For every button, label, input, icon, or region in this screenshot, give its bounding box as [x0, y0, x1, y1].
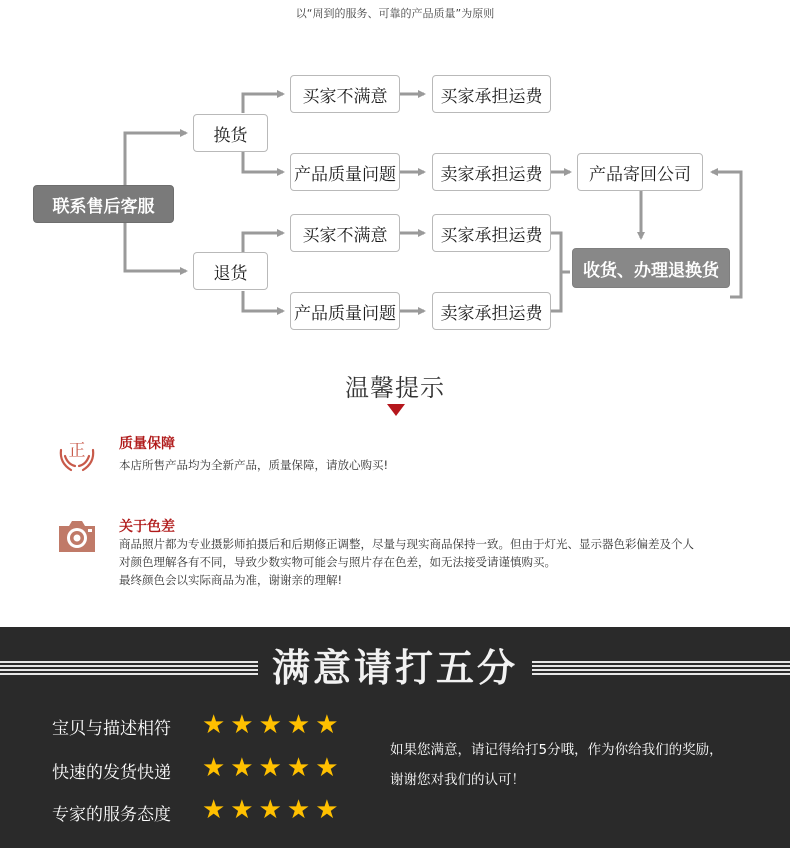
arrow-refund-quality — [243, 291, 283, 311]
rating-note-line-2: 谢谢您对我们的认可！ — [390, 772, 525, 788]
refund-buyer-pays-box: 买家承担运费 — [432, 214, 551, 252]
rating-title: 满意请打五分 — [271, 645, 518, 690]
tips-title: 温馨提示 — [345, 374, 445, 402]
ship-back-box: 产品寄回公司 — [577, 153, 703, 191]
stars-shipping: ★★★★★ — [202, 753, 344, 783]
exchange-quality-issue-box: 产品质量问题 — [290, 153, 400, 191]
color-diff-line-1: 商品照片都为专业摄影师拍摄后和后期修正调整，尽量与现实商品保持一致。但由于灯光、显示器色彩偏差及个人 — [119, 537, 694, 551]
refund-box: 退货 — [193, 252, 268, 290]
color-diff-line-2: 对颜色理解各有不同，导致少数实物可能会与照片存在色差，如无法接受请谨慎购买。 — [119, 555, 556, 569]
refund-quality-issue-box: 产品质量问题 — [290, 292, 400, 330]
camera-icon — [55, 516, 99, 556]
color-diff-line-3: 最终颜色会以实际商品为准，谢谢亲的理解! — [119, 573, 343, 587]
refund-seller-pays-box: 卖家承担运费 — [432, 292, 551, 330]
arrow-contact-refund — [125, 222, 186, 271]
contact-service-box: 联系售后客服 — [33, 185, 174, 223]
stars-service: ★★★★★ — [202, 795, 344, 825]
rating-section — [0, 627, 790, 848]
rating-note-line-1: 如果您满意，请记得给打5分哦，作为你给我们的奖励， — [390, 742, 723, 758]
refund-bracket — [551, 233, 561, 311]
arrow-contact-exchange — [125, 133, 186, 185]
process-return-box: 收货、办理退换货 — [572, 248, 730, 288]
exchange-box: 换货 — [193, 114, 268, 152]
zheng-char: 正 — [68, 441, 86, 461]
arrow-refund-unsatisfied — [243, 233, 283, 252]
stars-description: ★★★★★ — [202, 710, 344, 740]
rating-label-description: 宝贝与描述相符 — [52, 719, 171, 739]
exchange-buyer-pays-box: 买家承担运费 — [432, 75, 551, 113]
exchange-seller-pays-box: 卖家承担运费 — [432, 153, 551, 191]
color-diff-heading: 关于色差 — [119, 519, 175, 535]
rating-label-service: 专家的服务态度 — [52, 805, 171, 825]
intro-text: 以“周到的服务、可靠的产品质量”为原则 — [295, 7, 495, 20]
exchange-buyer-unsatisfied-box: 买家不满意 — [290, 75, 400, 113]
hands-zheng-icon — [55, 432, 99, 476]
arrow-exchange-quality — [243, 152, 283, 172]
quality-line: 本店所售产品均为全新产品，质量保障，请放心购买! — [119, 458, 389, 472]
rating-label-shipping: 快速的发货快递 — [52, 763, 171, 783]
arrow-exchange-unsatisfied — [243, 94, 283, 113]
quality-heading: 质量保障 — [119, 436, 175, 452]
refund-buyer-unsatisfied-box: 买家不满意 — [290, 214, 400, 252]
tips-down-triangle-icon — [387, 404, 405, 416]
